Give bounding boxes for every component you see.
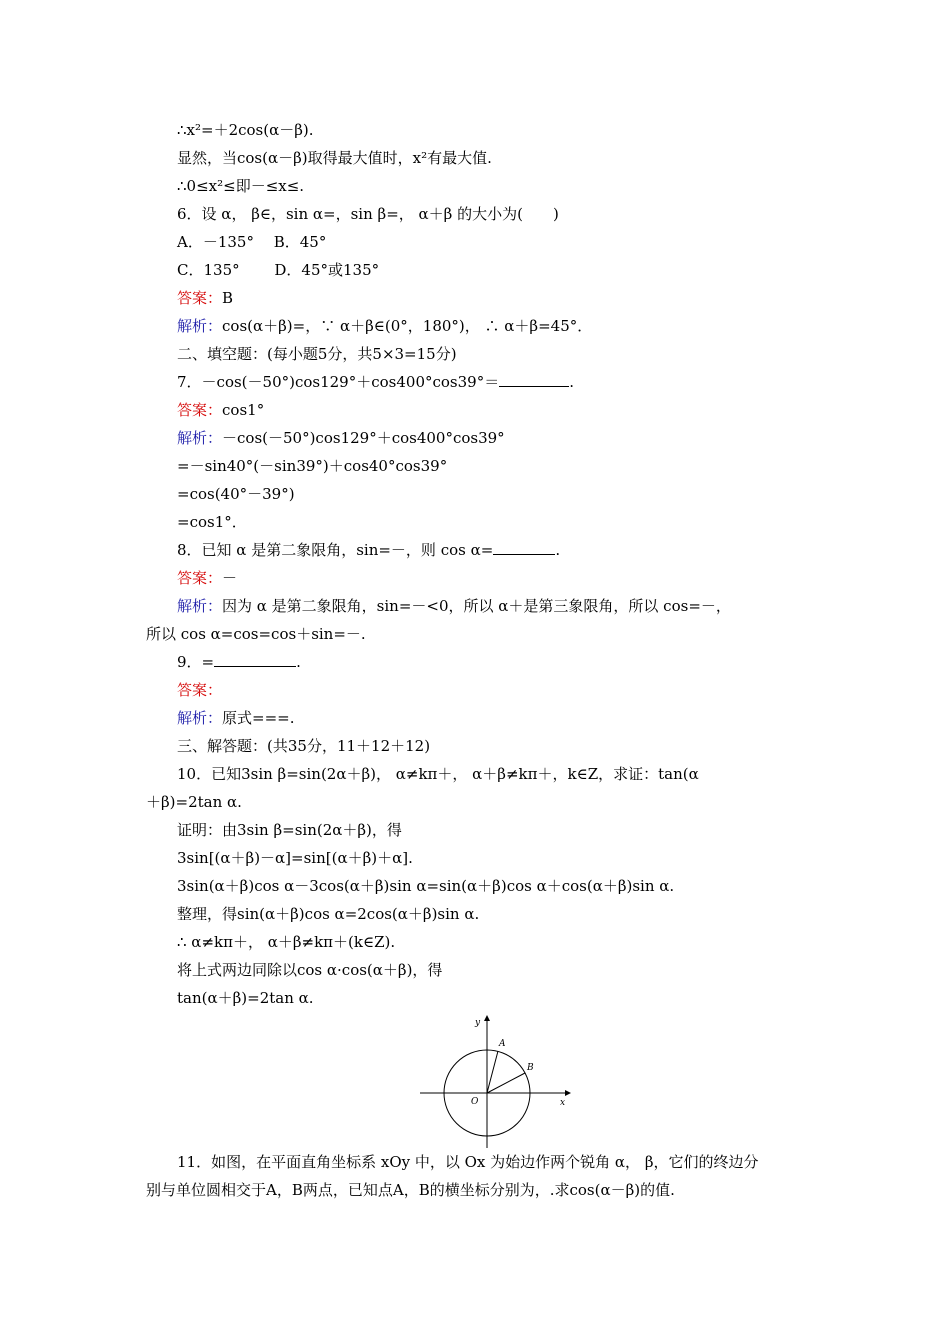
question-7 xyxy=(177,372,574,392)
question-text: 7．－cos(－50°)cos129°＋cos400°cos39°＝ xyxy=(177,373,500,391)
answer-line xyxy=(177,568,237,588)
question-9 xyxy=(177,652,301,672)
proof-line: 将上式两边同除以cos α·cos(α＋β)，得 xyxy=(177,961,443,979)
answer-value: － xyxy=(222,569,238,587)
text-line: 显然，当cos(α－β)取得最大值时，x²有最大值. xyxy=(177,149,492,167)
proof-line: 证明：由3sin β=sin(2α＋β)，得 xyxy=(177,821,402,839)
question-8 xyxy=(177,540,560,560)
ray-oa xyxy=(487,1051,498,1093)
answer-value: cos1° xyxy=(222,401,265,419)
option-line: A．－135° B．45° xyxy=(177,233,327,251)
analysis-label: 解析： xyxy=(177,429,223,447)
question-period: . xyxy=(569,373,574,391)
text-line: ∴0≤x²≤即－≤x≤. xyxy=(177,177,305,195)
answer-blank xyxy=(493,540,555,555)
answer-label: 答案： xyxy=(177,401,223,419)
option-line: C．135° D．45°或135° xyxy=(177,261,380,279)
answer-blank xyxy=(214,652,296,667)
x-axis-label: x xyxy=(560,1098,566,1108)
y-axis-label: y xyxy=(475,1018,481,1028)
question-6: 6．设 α， β∈，sin α=，sin β=， α＋β 的大小为( ) xyxy=(177,205,559,223)
question-text: 9．= xyxy=(177,653,215,671)
proof-line: ∴ α≠kπ＋， α＋β≠kπ＋(k∈Z). xyxy=(177,933,396,951)
text-line: =cos(40°－39°) xyxy=(177,485,295,503)
analysis-text: －cos(－50°)cos129°＋cos400°cos39° xyxy=(222,429,505,447)
text-line: =cos1°． xyxy=(177,513,247,531)
analysis-text: cos(α＋β)=，∵ α＋β∈(0°，180°)， ∴ α＋β=45°． xyxy=(222,317,593,335)
question-text: 8．已知 α 是第二象限角，sin=－，则 cos α= xyxy=(177,541,494,559)
section-heading: 三、解答题：(共35分，11＋12＋12) xyxy=(177,737,431,755)
text-line: ＋β)=2tan α. xyxy=(146,793,242,811)
analysis-line xyxy=(177,316,592,336)
section-heading: 二、填空题：(每小题5分，共5×3=15分) xyxy=(177,345,457,363)
analysis-label: 解析： xyxy=(177,317,223,335)
question-10: 10．已知3sin β=sin(2α＋β)， α≠kπ＋， α＋β≠kπ＋，k∈Z，求证：tan(α xyxy=(177,765,699,783)
question-period: . xyxy=(296,653,301,671)
answer-blank xyxy=(499,372,569,387)
unit-circle-figure xyxy=(415,1010,575,1150)
answer-line xyxy=(177,288,233,308)
answer-line xyxy=(177,400,264,420)
proof-line: 3sin[(α＋β)－α]=sin[(α＋β)＋α]. xyxy=(177,849,413,867)
answer-line xyxy=(177,680,222,700)
analysis-text: 因为 α 是第二象限角，sin=－<0，所以 α＋是第三象限角，所以 cos=－， xyxy=(222,597,731,615)
proof-line: tan(α＋β)=2tan α. xyxy=(177,989,314,1007)
text-line: =－sin40°(－sin39°)＋cos40°cos39° xyxy=(177,457,448,475)
question-11: 11．如图，在平面直角坐标系 xOy 中，以 Ox 为始边作两个锐角 α， β，它们的终边分 xyxy=(177,1153,759,1171)
question-period: . xyxy=(555,541,561,559)
answer-label: 答案： xyxy=(177,681,223,699)
proof-line: 整理，得sin(α＋β)cos α=2cos(α＋β)sin α. xyxy=(177,905,480,923)
point-a-label: A xyxy=(499,1039,506,1049)
origin-label: O xyxy=(471,1097,479,1107)
analysis-line xyxy=(177,428,505,448)
answer-label: 答案： xyxy=(177,569,223,587)
text-line: ∴x²=＋2cos(α－β). xyxy=(177,121,314,139)
analysis-label: 解析： xyxy=(177,597,223,615)
ray-ob xyxy=(487,1073,525,1093)
point-b-label: B xyxy=(527,1063,534,1073)
analysis-label: 解析： xyxy=(177,709,223,727)
text-line: 所以 cos α=cos=cos＋sin=－. xyxy=(146,625,366,643)
analysis-line xyxy=(177,708,295,728)
proof-line: 3sin(α＋β)cos α－3cos(α＋β)sin α=sin(α＋β)cos α＋cos(α＋β)sin α. xyxy=(177,877,675,895)
answer-label: 答案： xyxy=(177,289,223,307)
analysis-text: 原式===. xyxy=(222,709,295,727)
unit-circle-diagram xyxy=(415,1010,575,1150)
answer-value: B xyxy=(222,289,234,307)
analysis-line xyxy=(177,596,731,616)
text-line: 别与单位圆相交于A，B两点，已知点A，B的横坐标分别为，.求cos(α－β)的值. xyxy=(146,1181,675,1199)
